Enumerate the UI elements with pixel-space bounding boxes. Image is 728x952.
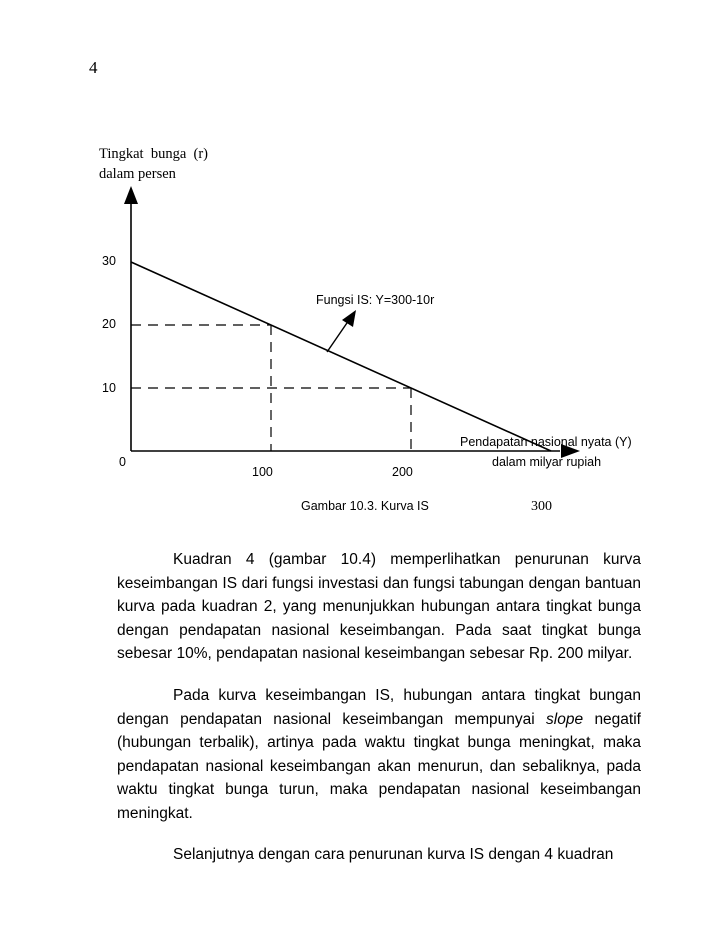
is-function-annotation: Fungsi IS: Y=300-10r (316, 293, 435, 307)
paragraph-2 (117, 684, 641, 826)
y-tick-0: 0 (119, 455, 126, 469)
y-tick-30: 30 (102, 254, 116, 268)
y-axis-arrow (124, 186, 138, 204)
x-tick-300: 300 (531, 499, 552, 514)
annotation-arrowhead (342, 310, 356, 327)
p2-line: pendapatan nasional keseimbangan akan menurun, dan sebaliknya, pada (117, 757, 641, 775)
p2-italic-slope: slope (546, 710, 584, 728)
p2-after-italic: negatif (583, 710, 641, 728)
paragraph-1 (117, 548, 641, 666)
paragraph-3: Selanjutnya dengan cara penurunan kurva IS dengan 4 kuadran (173, 846, 614, 863)
y-tick-20: 20 (102, 317, 116, 331)
p2-line: waktu tingkat bunga turun, maka pendapatan nasional keseimbangan (117, 781, 641, 799)
y-tick-10: 10 (102, 381, 116, 395)
p1-line: kurva pada kuadran 2, yang menunjukkan hubungan antara tingkat bunga (117, 598, 641, 616)
p2-line: (hubungan terbalik), artinya pada waktu tingkat bunga meningkat, maka (117, 734, 641, 752)
x-axis-label-line1: Pendapatan nasional nyata (Y) (460, 435, 632, 449)
p1-line: dengan pendapatan nasional keseimbangan. Pada saat tingkat bunga (117, 621, 641, 639)
p2-line: meningkat. (117, 804, 193, 822)
x-axis-label-line2: dalam milyar rupiah (492, 455, 602, 469)
y-axis-label-line1: Tingkat bunga (r) (99, 146, 209, 162)
annotation-arrow (327, 320, 349, 352)
x-tick-200: 200 (392, 465, 413, 479)
p1-line: keseimbangan IS dari fungsi investasi dan fungsi tabungan dengan bantuan (117, 574, 641, 592)
x-tick-100: 100 (252, 465, 273, 479)
p1-line: Kuadran 4 (gambar 10.4) memperlihatkan penurunan kurva (173, 551, 641, 568)
figure-caption: Gambar 10.3. Kurva IS (301, 499, 429, 513)
p1-line: sebesar 10%, pendapatan nasional keseimbangan sebesar Rp. 200 milyar. (117, 645, 633, 663)
is-curve-line (131, 262, 551, 451)
page-number: 4 (89, 58, 98, 77)
p2-line: dengan pendapatan nasional keseimbangan mempunyai (117, 710, 547, 728)
p2-line: Pada kurva keseimbangan IS, hubungan antara tingkat bungan (173, 687, 641, 704)
y-axis-label-line2: dalam persen (99, 166, 176, 182)
